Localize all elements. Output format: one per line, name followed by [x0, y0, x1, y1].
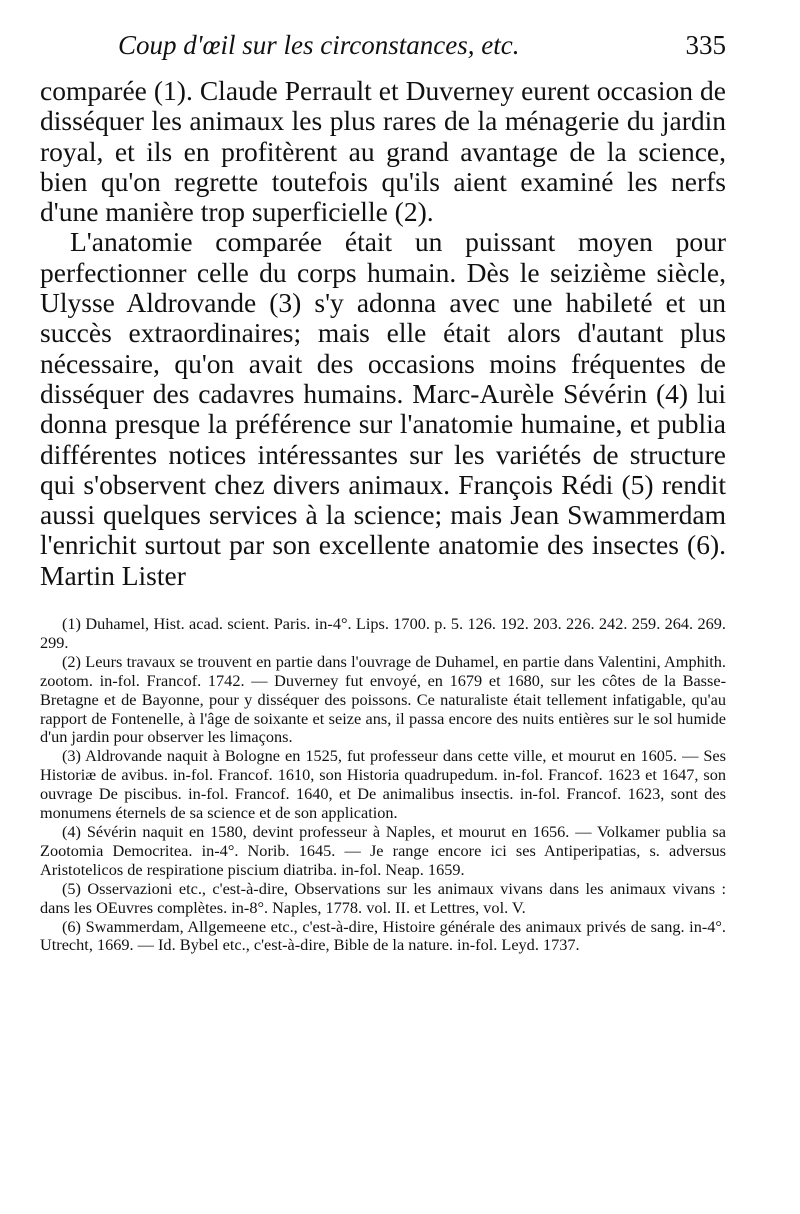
main-text [40, 76, 726, 591]
footnote-6: (6) Swammerdam, Allgemeene etc., c'est-à-dire, Histoire générale des animaux privés de sang. in-4°. Utrecht, 1669. — Id. Bybel etc., c'est-à-dire, Bible de la nature. in-fol. Leyd. 1737. [40, 916, 726, 955]
page-header [40, 30, 726, 70]
footnote-3: (3) Aldrovande naquit à Bologne en 1525, fut professeur dans cette ville, et mourut en 1605. — Ses Historiæ de avibus. in-fol. Francof. 1610, son Historia quadrupedum. in-fol. Francof. 1623 et 1647, son ouvrage De piscibus. in-fol. Francof. 1640, et De animalibus insectis. in-fol. Francof. 1623, sont des monumens éternels de sa science et de son application. [40, 746, 726, 823]
footnote-4: (4) Sévérin naquit en 1580, devint professeur à Naples, et mourut en 1656. — Volkamer publia sa Zootomia Democritea. in-4°. Norib. 1645. — Je range encore ici ses Antiperipatias, s. adversus Aristotelicos de respiratione piscium diatriba. in-fol. Neap. 1659. [40, 822, 726, 879]
paragraph-anatomie-comparee: L'anatomie comparée était un puissant moyen pour perfectionner celle du corps humain. Dès le seizième siècle, Ulysse Aldrovande (3) s'y adonna avec une habileté et un succès extraordinaires; mais elle était alors d'autant plus nécessaire, qu'on avait des occasions moins fréquentes de disséquer des cadavres humains. Marc-Aurèle Sévérin (4) lui donna presque la préférence sur l'anatomie humaine, et publia différentes notices intéressantes sur les variétés de structure qui s'observent chez divers animaux. François Rédi (5) rendit aussi quelques services à la science; mais Jean Swammerdam l'enrichit surtout par son excellente anatomie des insectes (6). Martin Lister [40, 226, 726, 591]
footnote-1: (1) Duhamel, Hist. acad. scient. Paris. in-4°. Lips. 1700. p. 5. 126. 192. 203. 226. 242. 259. 264. 269. 299. [40, 614, 726, 652]
paragraph-continued: comparée (1). Claude Perrault et Duverney eurent occasion de disséquer les animaux les plus rares de la ménagerie du jardin royal, et ils en profitèrent au grand avantage de la science, bien qu'on regrette toutefois qu'ils aient examiné les nerfs d'une manière trop superficielle (2). [40, 75, 726, 228]
running-head: Coup d'œil sur les circonstances, etc. [118, 30, 520, 60]
book-page [40, 30, 726, 955]
footnote-5: (5) Osservazioni etc., c'est-à-dire, Observations sur les animaux vivans dans les animaux vivans : dans les OEuvres complètes. in-8°. Naples, 1778. vol. II. et Lettres, vol. V. [40, 878, 726, 917]
footnote-2: (2) Leurs travaux se trouvent en partie dans l'ouvrage de Duhamel, en partie dans Valentini, Amphith. zootom. in-fol. Francof. 1742. — Duverney fut envoyé, en 1679 et 1680, sur les côtes de la Basse-Bretagne et de Bayonne, pour y disséquer des poissons. Ce naturaliste était tellement infatigable, qu'au rapport de Fontenelle, à l'âge de soixante et seize ans, il passa encore des nuits entières sur le sol humide d'un jardin pour observer les limaçons. [40, 651, 726, 747]
footnotes [40, 615, 726, 955]
page-number: 335 [685, 30, 726, 60]
